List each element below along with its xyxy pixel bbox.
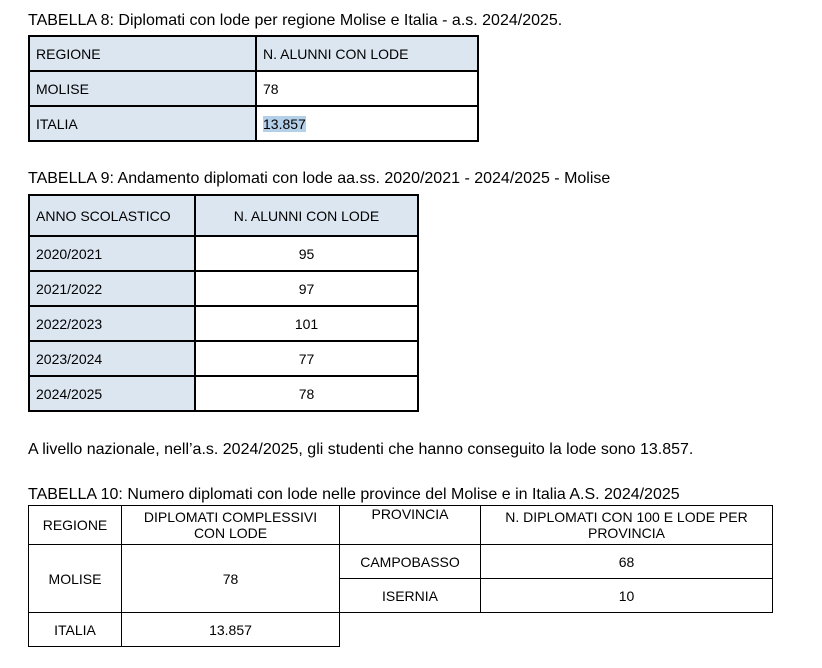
table10-cell-region: ITALIA bbox=[29, 613, 122, 647]
table-row bbox=[29, 306, 418, 341]
table8-cell: ITALIA bbox=[29, 106, 256, 141]
table10-header-region: REGIONE bbox=[29, 506, 122, 545]
table8-cell[interactable] bbox=[256, 106, 478, 141]
table-row bbox=[29, 341, 418, 376]
table9-cell: 95 bbox=[195, 236, 418, 271]
table10-cell-total: 13.857 bbox=[122, 613, 340, 647]
table10-cell-province: ISERNIA bbox=[340, 579, 481, 613]
table9-header-year: ANNO SCOLASTICO bbox=[29, 195, 195, 236]
table-row bbox=[29, 545, 773, 579]
table9-cell: 2024/2025 bbox=[29, 376, 195, 411]
table10-header-province: PROVINCIA bbox=[340, 506, 481, 545]
table10-empty-cell bbox=[340, 613, 481, 647]
table10-header-total: DIPLOMATI COMPLESSIVI CON LODE bbox=[122, 506, 340, 545]
table8-header-count: N. ALUNNI CON LODE bbox=[256, 36, 478, 71]
table8 bbox=[28, 35, 479, 142]
table9-cell: 77 bbox=[195, 341, 418, 376]
table10 bbox=[28, 505, 773, 647]
table9-header-count: N. ALUNNI CON LODE bbox=[195, 195, 418, 236]
selected-text[interactable]: 13.857 bbox=[263, 115, 306, 132]
summary-paragraph: A livello nazionale, nell’a.s. 2024/2025, gli studenti che hanno conseguito la lode sono 13.857. bbox=[28, 441, 694, 458]
table9-cell: 2023/2024 bbox=[29, 341, 195, 376]
table10-header-count: N. DIPLOMATI CON 100 E LODE PER PROVINCIA bbox=[481, 506, 773, 545]
table10-cell-region: MOLISE bbox=[29, 545, 122, 613]
table8-cell: MOLISE bbox=[29, 71, 256, 106]
table8-header-region: REGIONE bbox=[29, 36, 256, 71]
table-row bbox=[29, 106, 478, 141]
table9-cell: 2020/2021 bbox=[29, 236, 195, 271]
table9 bbox=[28, 194, 419, 412]
table-row bbox=[29, 271, 418, 306]
table9-cell: 78 bbox=[195, 376, 418, 411]
table-row bbox=[29, 71, 478, 106]
table-row bbox=[29, 376, 418, 411]
table9-cell: 101 bbox=[195, 306, 418, 341]
table-row bbox=[29, 613, 773, 647]
table10-cell-count: 68 bbox=[481, 545, 773, 579]
table10-cell-province: CAMPOBASSO bbox=[340, 545, 481, 579]
table8-cell: 78 bbox=[256, 71, 478, 106]
table8-caption: TABELLA 8: Diplomati con lode per regione Molise e Italia - a.s. 2024/2025. bbox=[28, 12, 563, 29]
table-row bbox=[29, 236, 418, 271]
table9-cell: 97 bbox=[195, 271, 418, 306]
table10-cell-total: 78 bbox=[122, 545, 340, 613]
table10-empty-cell bbox=[481, 613, 773, 647]
table10-cell-count: 10 bbox=[481, 579, 773, 613]
table9-cell: 2022/2023 bbox=[29, 306, 195, 341]
table10-caption: TABELLA 10: Numero diplomati con lode nelle province del Molise e in Italia A.S. 2024/2025 bbox=[28, 486, 680, 503]
table9-cell: 2021/2022 bbox=[29, 271, 195, 306]
table9-caption: TABELLA 9: Andamento diplomati con lode aa.ss. 2020/2021 - 2024/2025 - Molise bbox=[28, 170, 611, 187]
